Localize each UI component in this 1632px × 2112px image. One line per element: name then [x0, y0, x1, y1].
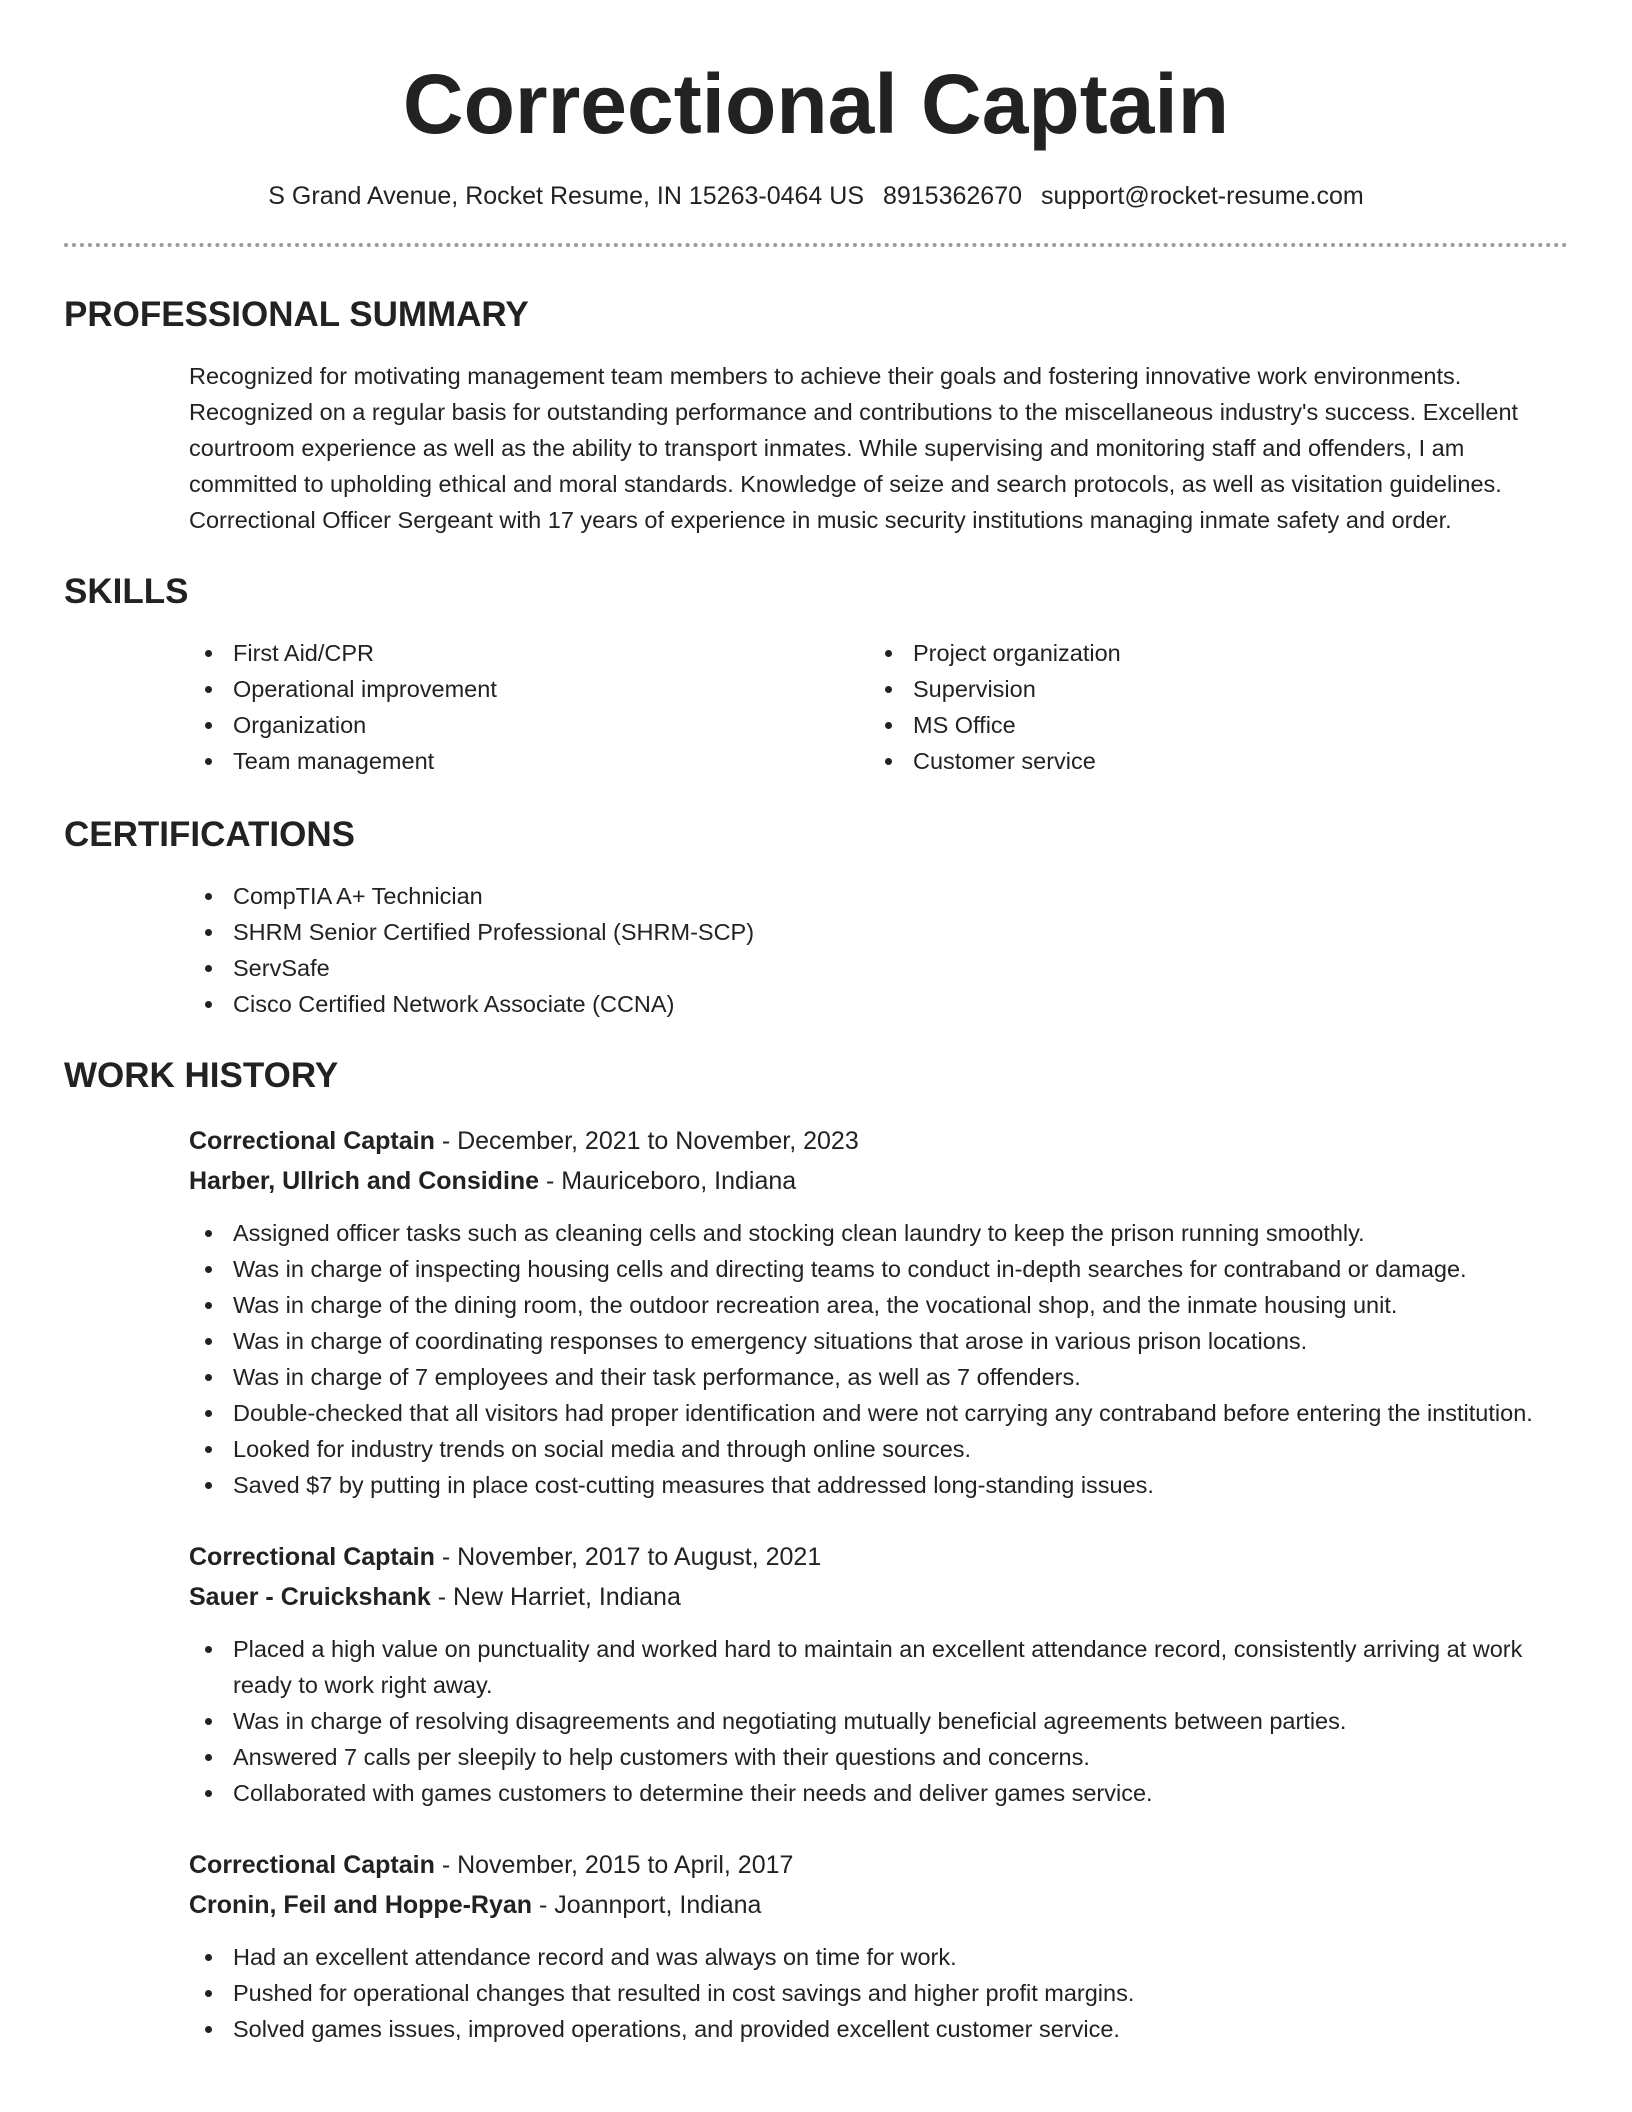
- job-location: - New Harriet, Indiana: [430, 1583, 681, 1611]
- skill-item: Supervision: [869, 671, 1549, 707]
- resume-page: [64, 0, 1568, 2047]
- job-bullet: Answered 7 calls per sleepily to help customers with their questions and concerns.: [189, 1739, 1568, 1775]
- job-bullet: Was in charge of coordinating responses to emergency situations that arose in various prison locations.: [189, 1323, 1568, 1359]
- job-role: Correctional Captain: [189, 1851, 435, 1879]
- job-company: Cronin, Feil and Hoppe-Ryan: [189, 1891, 533, 1919]
- header-divider: [64, 243, 1568, 247]
- certification-item: SHRM Senior Certified Professional (SHRM-SCP): [189, 914, 1568, 950]
- skill-item: Project organization: [869, 635, 1549, 671]
- job-bullet: Collaborated with games customers to determine their needs and deliver games service.: [189, 1775, 1568, 1811]
- job-dates: - November, 2015 to April, 2017: [434, 1851, 794, 1879]
- skill-item: Customer service: [869, 743, 1549, 779]
- skill-item: Team management: [189, 743, 869, 779]
- job-entry: [189, 1537, 1568, 1811]
- job-title-line: [189, 1845, 1568, 1885]
- skills-heading: SKILLS: [64, 572, 189, 611]
- candidate-name: Correctional Captain: [402, 57, 1230, 151]
- certifications-heading: CERTIFICATIONS: [64, 815, 356, 854]
- job-bullet: Assigned officer tasks such as cleaning cells and stocking clean laundry to keep the prison running smoothly.: [189, 1215, 1568, 1251]
- job-title-line: [189, 1537, 1568, 1577]
- job-bullet: Was in charge of the dining room, the outdoor recreation area, the vocational shop, and the inmate housing unit.: [189, 1287, 1568, 1323]
- skills-column-right: [869, 635, 1549, 779]
- skill-item: MS Office: [869, 707, 1549, 743]
- job-bullets: [189, 1631, 1568, 1811]
- job-bullet: Was in charge of inspecting housing cells and directing teams to conduct in-depth searches for contraband or damage.: [189, 1251, 1568, 1287]
- job-dates: - November, 2017 to August, 2021: [434, 1543, 822, 1571]
- job-company-line: [189, 1885, 1568, 1925]
- job-bullet: Looked for industry trends on social media and through online sources.: [189, 1431, 1568, 1467]
- skill-item: Organization: [189, 707, 869, 743]
- job-bullet: Had an excellent attendance record and was always on time for work.: [189, 1939, 1568, 1975]
- job-bullet: Was in charge of resolving disagreements and negotiating mutually beneficial agreements between parties.: [189, 1703, 1568, 1739]
- job-location: - Joannport, Indiana: [532, 1891, 762, 1919]
- skill-item: Operational improvement: [189, 671, 869, 707]
- job-company-line: [189, 1161, 1568, 1201]
- job-company-line: [189, 1577, 1568, 1617]
- job-bullet: Pushed for operational changes that resulted in cost savings and higher profit margins.: [189, 1975, 1568, 2011]
- skill-item: First Aid/CPR: [189, 635, 869, 671]
- certification-item: ServSafe: [189, 950, 1568, 986]
- job-dates: - December, 2021 to November, 2023: [434, 1127, 859, 1155]
- job-bullet: Saved $7 by putting in place cost-cutting measures that addressed long-standing issues.: [189, 1467, 1568, 1503]
- skills-list: [189, 635, 1568, 779]
- job-bullets: [189, 1939, 1568, 2047]
- job-bullet: Was in charge of 7 employees and their task performance, as well as 7 offenders.: [189, 1359, 1568, 1395]
- job-role: Correctional Captain: [189, 1543, 435, 1571]
- job-entry: [189, 1845, 1568, 2047]
- certifications-list: [189, 878, 1568, 1022]
- job-bullet: Solved games issues, improved operations, and provided excellent customer service.: [189, 2011, 1568, 2047]
- contact-address: S Grand Avenue, Rocket Resume, IN 15263-0464 US: [268, 182, 865, 210]
- job-title-line: [189, 1121, 1568, 1161]
- contact-phone: 8915362670: [882, 182, 1023, 210]
- certification-item: CompTIA A+ Technician: [189, 878, 1568, 914]
- job-entry: [189, 1121, 1568, 1503]
- job-bullet: Placed a high value on punctuality and worked hard to maintain an excellent attendance record, consistently arriving at work ready to work right away.: [189, 1631, 1568, 1703]
- job-role: Correctional Captain: [189, 1127, 435, 1155]
- skills-column-left: [189, 635, 869, 779]
- job-company: Sauer - Cruickshank: [189, 1583, 431, 1611]
- job-location: - Mauriceboro, Indiana: [539, 1167, 797, 1195]
- contact-line: [64, 184, 1568, 209]
- contact-email: support@rocket-resume.com: [1040, 182, 1364, 210]
- certification-item: Cisco Certified Network Associate (CCNA): [189, 986, 1568, 1022]
- job-bullet: Double-checked that all visitors had proper identification and were not carrying any contraband before entering the institution.: [189, 1395, 1568, 1431]
- job-company: Harber, Ullrich and Considine: [189, 1167, 540, 1195]
- summary-heading: PROFESSIONAL SUMMARY: [64, 295, 529, 334]
- work-history-heading: WORK HISTORY: [64, 1056, 339, 1095]
- job-bullets: [189, 1215, 1568, 1503]
- summary-text: Recognized for motivating management team members to achieve their goals and fostering innovative work environments. Recognized on a regular basis for outstanding performance and contributions to the miscellaneous industry's success. Excellent courtroom experience as well as the ability to transport inmates. While supervising and monitoring staff and offenders, I am committed to upholding ethical and moral standards. Knowledge of seize and search protocols, as well as visitation guidelines. Correctional Officer Sergeant with 17 years of experience in music security institutions managing inmate safety and order.: [189, 363, 1519, 533]
